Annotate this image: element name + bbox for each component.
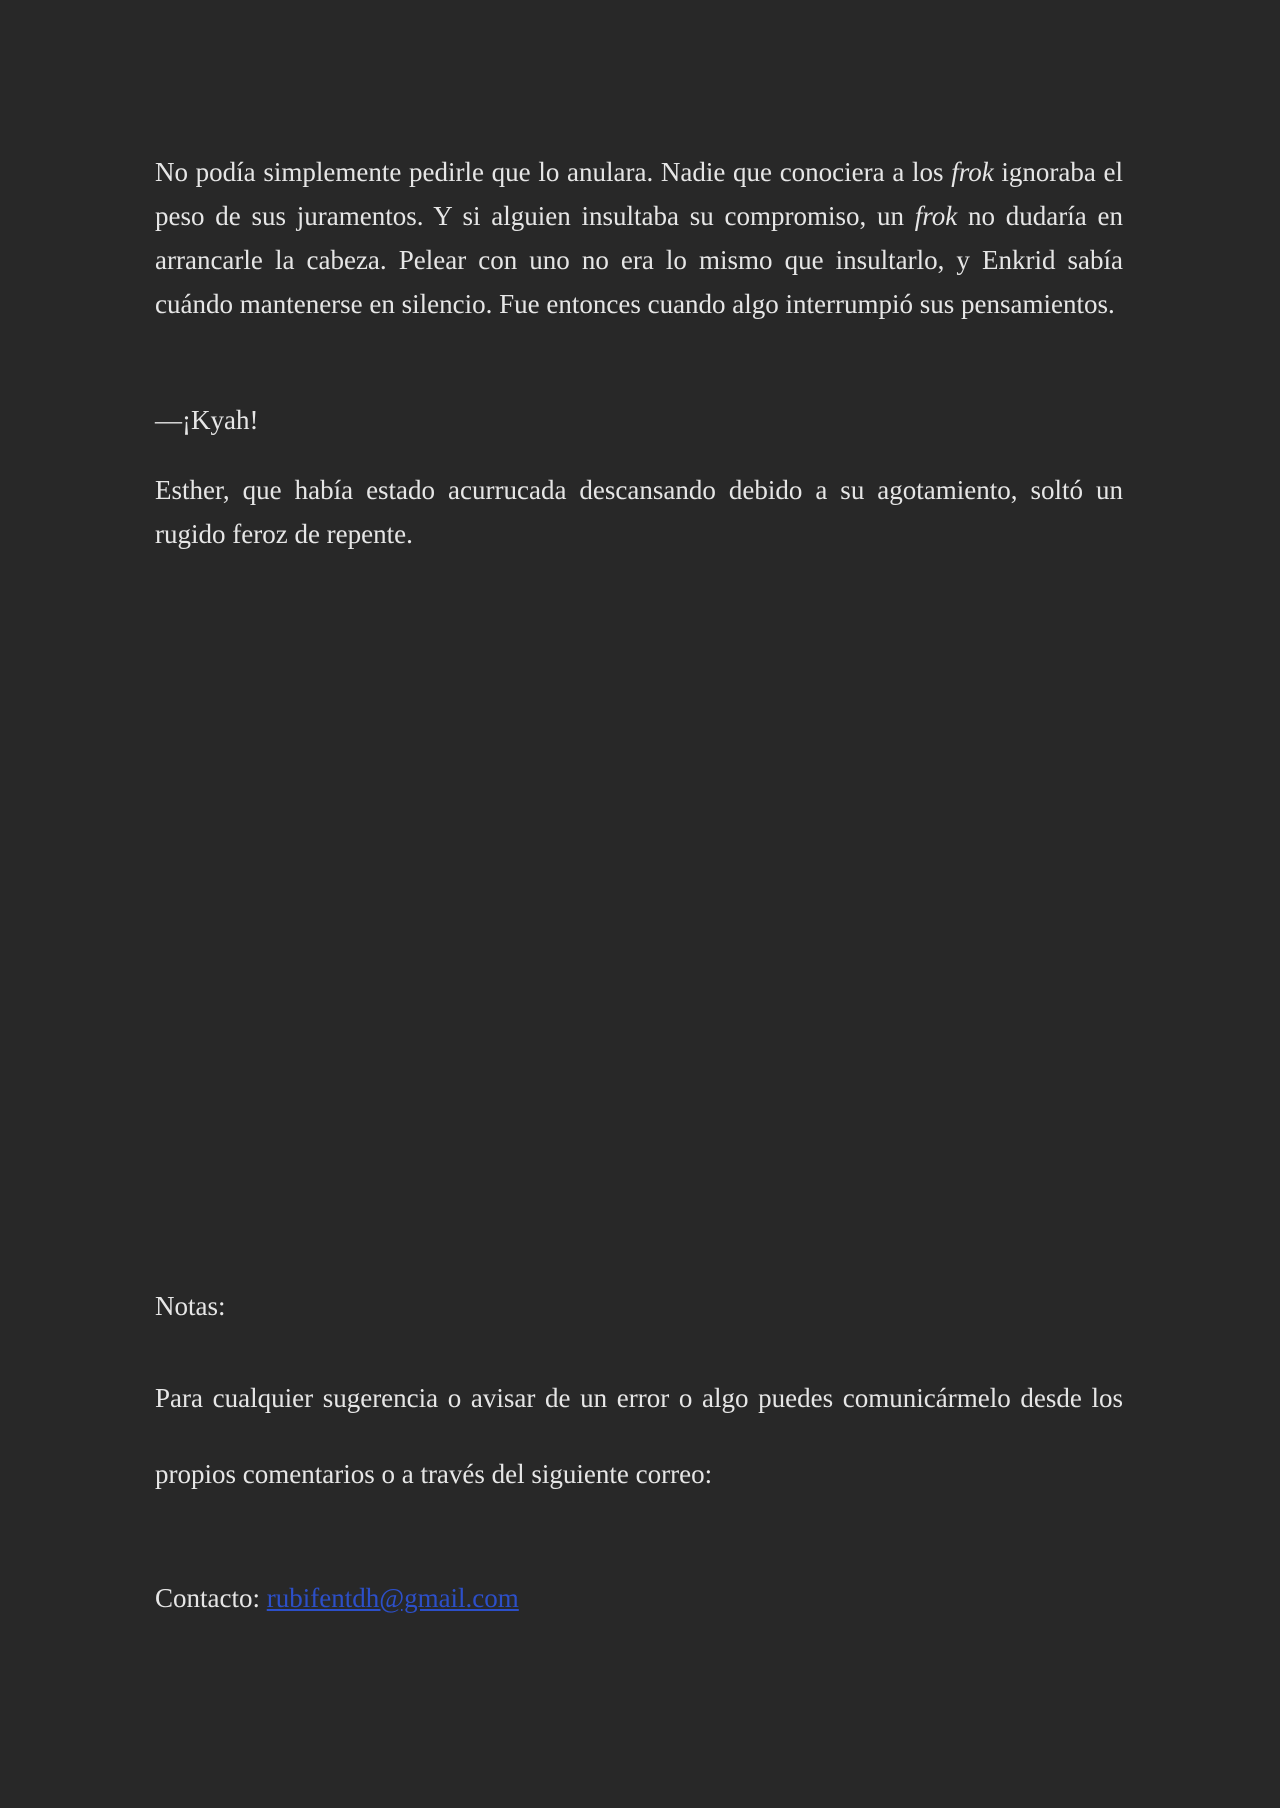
story-paragraph: Esther, que había estado acurrucada descansando debido a su agotamiento, soltó un rugido feroz de repente. [155,475,1123,549]
paragraph-text: ignoraba el peso de sus juramentos. Y si alguien insultaba su compromiso, un [155,157,1124,231]
paragraph-text: No podía simplemente pedirle que lo anulara. Nadie que conociera a los [155,157,952,187]
notes-heading: Notas: [155,1291,226,1321]
document-page [155,0,1123,1808]
story-paragraph [155,150,1123,326]
contact-line [155,1576,519,1620]
notes-body: Para cualquier sugerencia o avisar de un error o algo puedes comunicármelo desde los propios comentarios o a través del siguiente correo: [155,1383,1123,1489]
italic-term: frok [914,201,958,231]
dialogue-line: —¡Kyah! [155,405,259,435]
italic-term: frok [951,157,994,187]
contact-email-link[interactable]: rubifentdh@gmail.com [266,1583,519,1613]
paragraph-text: no dudaría en arrancarle la cabeza. Pelear con uno no era lo mismo que insultarlo, y Enkrid sabía cuándo mantenerse en silencio. Fue entonces cuando algo interrumpió sus pensamientos. [155,201,1123,319]
contact-label: Contacto: [155,1583,267,1613]
